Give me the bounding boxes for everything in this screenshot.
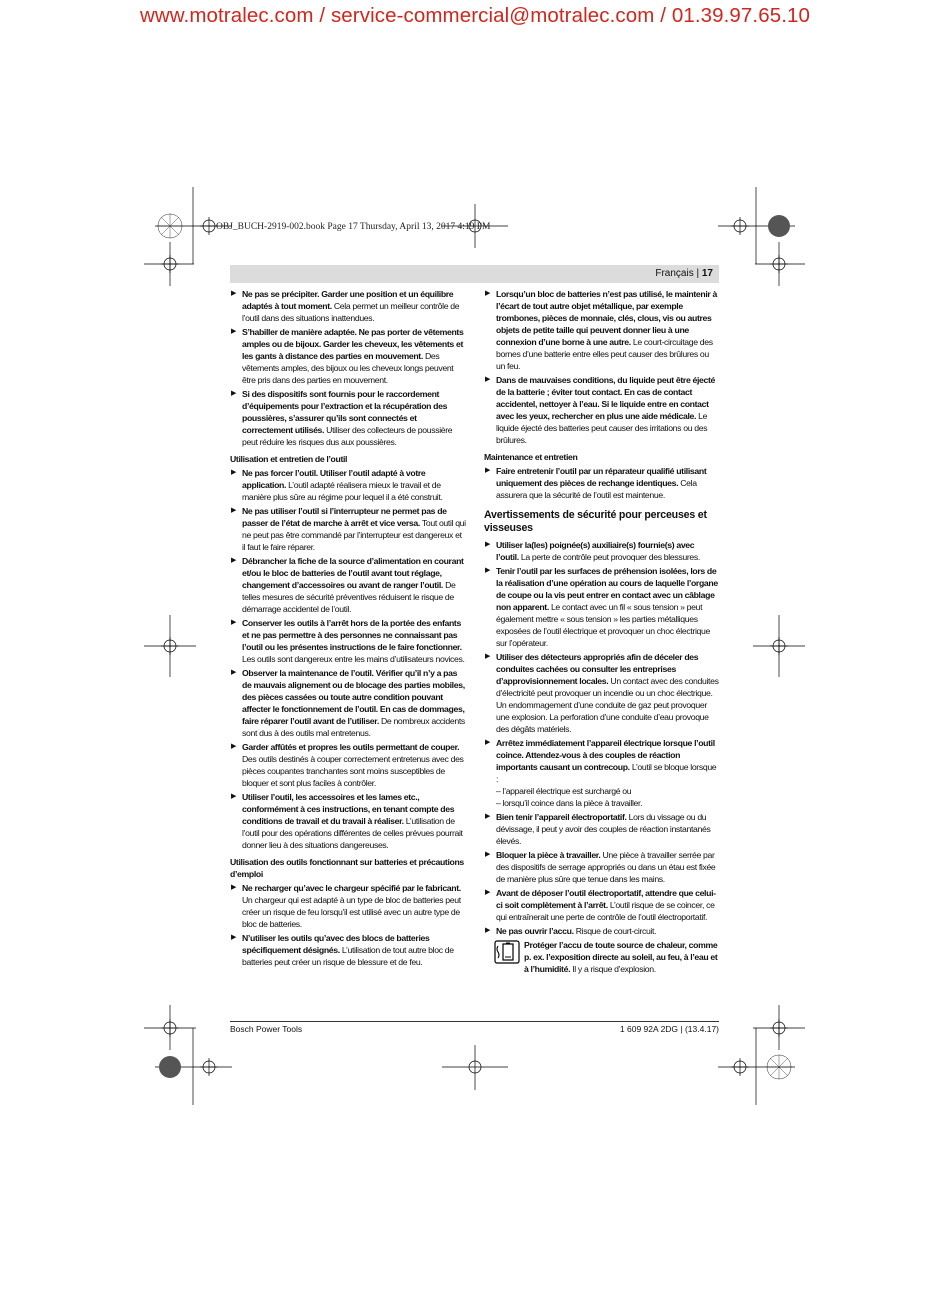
list-item: ▶ Si des dispositifs sont fournis pour le raccordement d’équipements pour l’extraction et la récupération des poussières, s’assurer qu’ils sont connectés et correctement utilisés. Utiliser des collecteurs de poussière peut réduire les risques dus aux poussières. xyxy=(231,389,453,447)
header-language: Français xyxy=(655,268,694,279)
list-item: ▶ Bien tenir l’appareil électroportatif. Lors du vissage ou du dévissage, il peut y avoir des couples de réaction instantanés élevés. xyxy=(485,812,711,846)
page-number: 17 xyxy=(701,268,713,279)
header-language-page: Français | 17 xyxy=(655,268,713,279)
list-item: ▶ Ne pas utiliser l’outil si l’interrupteur ne permet pas de passer de l’état de marche à arrêt et vice versa. Tout outil qui ne peut pas être commandé par l’interrupteur est dangereux et il faut le faire réparer. xyxy=(231,506,466,552)
contact-banner: www.motralec.com / service-commercial@motralec.com / 01.39.97.65.10 xyxy=(139,4,811,27)
right-column xyxy=(484,288,719,987)
dash-item: – lorsqu’il coince dans la pièce à travailler. xyxy=(496,798,643,808)
bullet-triangle-icon: ▶ xyxy=(485,541,491,548)
list-item: ▶ Dans de mauvaises conditions, du liquide peut être éjecté de la batterie ; éviter tout contact. En cas de contact accidentel, nettoyer à l’eau. Si le liquide entre en contact avec les yeux, rechercher en plus une aide médicale. Le liquide éjecté des batteries peut causer des irritations ou des brûlures. xyxy=(485,375,716,445)
footer-doc-number: 1 609 92A 2DG | (13.4.17) xyxy=(619,1024,719,1034)
list-item: ▶ Débrancher la fiche de la source d’alimentation en courant et/ou le bloc de batteries de l’outil avant tout réglage, changement d’accessoires ou avant de ranger l’outil. De telles mesures de sécurité préventives réduisent le risque de démarrage accidentel de l’outil. xyxy=(231,556,464,614)
list-item: ▶ Faire entretenir l’outil par un réparateur qualifié utilisant uniquement des pièces de rechange identiques. Cela assurera que la sécurité de l’outil est maintenue. xyxy=(485,466,707,500)
section-heading: Avertissements de sécurité pour perceuses et visseuses xyxy=(484,509,707,534)
battery-heat-warning-icon xyxy=(494,940,520,964)
bullet-triangle-icon: ▶ xyxy=(485,889,491,896)
book-info-line: OBJ_BUCH-2919-002.book Page 17 Thursday, April 13, 2017 4:19 PM xyxy=(216,222,491,232)
list-item: ▶ Observer la maintenance de l’outil. Vérifier qu’il n’y a pas de mauvais alignement ou de blocage des parties mobiles, des pièces cassées ou toute autre condition pouvant affecter le fonctionnement de l’outil. En cas de dommages, faire réparer l’outil avant de l’utiliser. De nombreux accidents sont dus à des outils mal entretenus. xyxy=(231,668,465,738)
bullet-triangle-icon: ▶ xyxy=(485,467,491,474)
subheading: Utilisation des outils fonctionnant sur batteries et précautions d’emploi xyxy=(230,857,464,879)
list-item: ▶ Utiliser l’outil, les accessoires et les lames etc., conformément à ces instructions, en tenant compte des conditions de travail et du travail à réaliser. L’utilisation de l’outil pour des opérations différentes de celles prévues pourrait donner lieu à des situations dangereuses. xyxy=(231,792,463,850)
bullet-triangle-icon: ▶ xyxy=(231,743,237,750)
bullet-triangle-icon: ▶ xyxy=(485,851,491,858)
bullet-triangle-icon: ▶ xyxy=(231,619,237,626)
subheading: Maintenance et entretien xyxy=(484,452,578,462)
list-item: ▶ Ne recharger qu’avec le chargeur spécifié par le fabricant. Un chargeur qui est adapté à un type de bloc de batteries peut créer un risque de feu lorsqu’il est utilisé avec un autre type de bloc de batteries. xyxy=(231,883,461,929)
footer-divider xyxy=(230,1021,719,1022)
list-item: ▶ Avant de déposer l’outil électroportatif, attendre que celui-ci soit complètement à l’arrêt. L’outil risque de se coincer, ce qui entraînerait une perte de contrôle de l’outil électroportatif. xyxy=(485,888,716,922)
list-item: ▶ N’utiliser les outils qu’avec des blocs de batteries spécifiquement désignés. L’utilisation de tout autre bloc de batteries peut créer un risque de blessure et de feu. xyxy=(231,933,454,967)
bullet-triangle-icon: ▶ xyxy=(485,813,491,820)
bullet-triangle-icon: ▶ xyxy=(231,390,237,397)
bullet-triangle-icon: ▶ xyxy=(485,739,491,746)
list-item: ▶ Garder affûtés et propres les outils permettant de couper. Des outils destinés à couper correctement entretenus avec des pièces coupantes tranchantes sont moins susceptibles de bloquer et sont plus faciles à contrôler. xyxy=(231,742,464,788)
left-column xyxy=(230,288,466,970)
list-item: ▶ Bloquer la pièce à travailler. Une pièce à travailler serrée par des dispositifs de serrage appropriés ou dans un étau est fixée de manière plus sûre que tenue dans les mains. xyxy=(485,850,716,884)
bullet-triangle-icon: ▶ xyxy=(485,376,491,383)
list-item: ▶ Tenir l’outil par les surfaces de préhension isolées, lors de la réalisation d’une opération au cours de laquelle l’organe de coupe ou la vis peut entrer en contact avec un câblage non apparent. Le contact avec un fil « sous tension » peut également mettre « sous tension » les parties métalliques exposées de l’outil électrique et provoquer un choc électrique sur l’opérateur. xyxy=(485,566,718,648)
bullet-triangle-icon: ▶ xyxy=(231,793,237,800)
page-header-bar xyxy=(230,265,719,283)
bullet-triangle-icon: ▶ xyxy=(485,290,491,297)
bullet-triangle-icon: ▶ xyxy=(231,469,237,476)
bullet-triangle-icon: ▶ xyxy=(231,557,237,564)
bullet-triangle-icon: ▶ xyxy=(231,934,237,941)
list-item: ▶ Arrêtez immédiatement l’appareil électrique lorsque l’outil coince. Attendez-vous à des couples de réaction importants causant un contrecoup. L’outil se bloque lorsque : xyxy=(485,738,717,784)
bullet-triangle-icon: ▶ xyxy=(231,669,237,676)
dash-item: – l’appareil électrique est surchargé ou xyxy=(496,786,632,796)
bullet-triangle-icon: ▶ xyxy=(231,328,237,335)
list-item: ▶ Lorsqu’un bloc de batteries n’est pas utilisé, le maintenir à l’écart de tout autre objet métallique, par exemple trombones, pièces de monnaie, clés, clous, vis ou autres objets de petite taille qui peuvent donner lieu à une connexion d’une borne à une autre. Le court-circuitage des bornes d’une batterie entre elles peut causer des brûlures ou un feu. xyxy=(485,289,717,371)
bullet-triangle-icon: ▶ xyxy=(485,567,491,574)
bullet-triangle-icon: ▶ xyxy=(485,653,491,660)
battery-warning-item: Protéger l’accu de toute source de chaleur, comme p. ex. l’exposition directe au soleil, au feu, à l’eau et à l’humidité. Il y a risque d’explosion. xyxy=(484,939,719,987)
list-item: ▶ Conserver les outils à l’arrêt hors de la portée des enfants et ne pas permettre à des personnes ne connaissant pas l’outil ou les présentes instructions de le faire fonctionner. Les outils sont dangereux entre les mains d’utilisateurs novices. xyxy=(231,618,465,664)
list-item: ▶ Utiliser la(les) poignée(s) auxiliaire(s) fournie(s) avec l’outil. La perte de contrôle peut provoquer des blessures. xyxy=(485,540,700,562)
list-item: ▶ Ne pas ouvrir l’accu. Risque de court-circuit. xyxy=(485,926,657,936)
list-item: ▶ S’habiller de manière adaptée. Ne pas porter de vêtements amples ou de bijoux. Garder les cheveux, les vêtements et les gants à distance des parties en mouvement. Des vêtements amples, des bijoux ou les cheveux longs peuvent être pris dans des parties en mouvement. xyxy=(231,327,464,385)
list-item: ▶ Ne pas se précipiter. Garder une position et un équilibre adaptés à tout moment. Cela permet un meilleur contrôle de l’outil dans des situations inattendues. xyxy=(231,289,460,323)
list-item: ▶ Ne pas forcer l’outil. Utiliser l’outil adapté à votre application. L’outil adapté réalisera mieux le travail et de manière plus sûre au régime pour lequel il a été construit. xyxy=(231,468,443,502)
footer-brand: Bosch Power Tools xyxy=(230,1024,303,1034)
list-item: ▶ Utiliser des détecteurs appropriés afin de déceler des conduites cachées ou consulter les entreprises d’approvisionnement locales. Un contact avec des conduites d’électricité peut provoquer un incendie ou un choc électrique. Un endommagement d’une conduite de gaz peut provoquer une explosion. La perforation d’une conduite d’eau provoque des dégâts matériels. xyxy=(485,652,719,734)
bullet-triangle-icon: ▶ xyxy=(231,507,237,514)
bullet-triangle-icon: ▶ xyxy=(485,927,491,934)
bullet-triangle-icon: ▶ xyxy=(231,884,237,891)
subheading: Utilisation et entretien de l’outil xyxy=(230,454,348,464)
bullet-triangle-icon: ▶ xyxy=(231,290,237,297)
